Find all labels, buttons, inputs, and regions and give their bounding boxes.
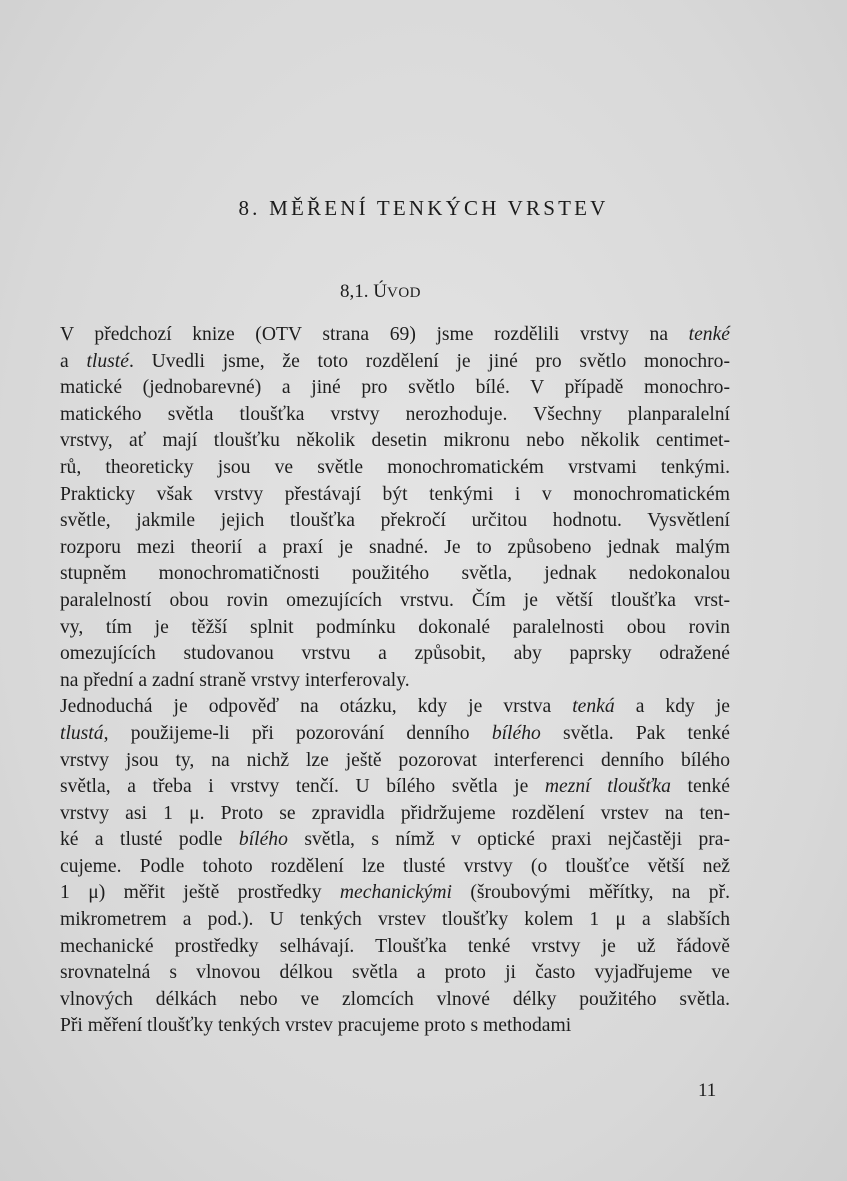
text-line — [60, 668, 730, 695]
text-segment: paralelností obou rovin omezujících vrstvu. Čím je větší tloušťka vrst- — [60, 589, 730, 611]
text-segment: ké a tlusté podle — [60, 829, 239, 851]
chapter-title: 8. MĚŘENÍ TENKÝCH VRSTEV — [238, 196, 609, 220]
section-title-initial: Ú — [373, 281, 387, 302]
text-line — [60, 801, 730, 828]
text-segment: rů, theoreticky jsou ve světle monochromatickém vrstvami tenkými. — [60, 456, 730, 478]
italic-term: tlusté — [86, 350, 129, 372]
text-segment: světle, jakmile jejich tloušťka překročí určitou hodnotu. Vysvětlení — [60, 510, 730, 532]
text-segment: matické (jednobarevné) a jiné pro světlo bílé. V případě monochro- — [60, 377, 730, 399]
text-line — [60, 721, 730, 748]
text-segment: Jednoduchá je odpověď na otázku, kdy je vrstva — [60, 696, 573, 718]
section-title — [340, 281, 421, 303]
text-segment: matického světla tloušťka vrstvy nerozhoduje. Všechny planparalelní — [60, 403, 730, 425]
text-segment: (šroubovými měřítky, na př. — [451, 882, 730, 904]
text-line — [60, 960, 730, 987]
text-line — [60, 615, 730, 642]
text-segment: , použijeme-li při pozorování denního — [103, 722, 492, 744]
paragraph — [60, 322, 730, 694]
text-segment: vrstvy, ať mají tloušťku několik desetin mikronu nebo několik centimet- — [60, 430, 730, 452]
text-line — [60, 880, 730, 907]
section-title-rest: VOD — [386, 285, 421, 301]
italic-term: tenké — [688, 324, 730, 345]
italic-term: tenká — [572, 696, 615, 718]
italic-term: bílého — [491, 722, 541, 744]
text-segment: světla. Pak tenké — [540, 722, 730, 744]
text-line — [60, 322, 730, 349]
text-line — [60, 535, 730, 562]
italic-term: mezní tloušťka — [544, 776, 671, 798]
text-line — [60, 907, 730, 934]
text-segment: a — [60, 350, 87, 372]
text-line — [60, 934, 730, 961]
text-segment: vrstvy asi 1 μ. Proto se zpravidla přidržujeme rozdělení vrstev na ten- — [60, 802, 730, 824]
paragraph — [60, 694, 730, 1040]
text-line — [60, 641, 730, 668]
italic-term: bílého — [238, 829, 288, 851]
text-segment: tenké — [670, 776, 730, 798]
text-line — [60, 854, 730, 881]
text-line — [60, 375, 730, 402]
text-line — [60, 349, 730, 376]
text-line — [60, 748, 730, 775]
section-number: 8,1. — [340, 281, 369, 302]
italic-term: tlustá — [60, 722, 104, 744]
text-segment: Prakticky však vrstvy přestávají být tenkými i v monochromatickém — [60, 483, 730, 505]
text-segment: světla, a třeba i vrstvy tenčí. U bílého světla je — [60, 776, 545, 798]
text-line — [60, 694, 730, 721]
body-text — [60, 322, 730, 1040]
text-segment: Při měření tloušťky tenkých vrstev pracujeme proto s methodami — [60, 1015, 572, 1037]
text-segment: světla, s nímž v optické praxi nejčastěji pra- — [287, 829, 730, 851]
text-line — [60, 482, 730, 509]
text-line — [60, 561, 730, 588]
text-line — [60, 402, 730, 429]
text-segment: rozporu mezi theorií a praxí je snadné. Je to způsobeno jednak malým — [60, 536, 730, 558]
text-line — [60, 827, 730, 854]
text-line — [60, 588, 730, 615]
text-segment: vy, tím je těžší splnit podmínku dokonalé paralelnosti obou rovin — [60, 616, 730, 638]
text-segment: mikrometrem a pod.). U tenkých vrstev tloušťky kolem 1 μ a slabších — [60, 909, 730, 931]
text-segment: vlnových délkách nebo ve zlomcích vlnové délky použitého světla. — [60, 988, 730, 1010]
text-segment: vrstvy jsou ty, na nichž lze ještě pozorovat interferenci denního bílého — [60, 749, 730, 771]
text-segment: 1 μ) měřit ještě prostředky — [60, 882, 340, 904]
italic-term: mechanickými — [339, 882, 452, 904]
text-line — [60, 987, 730, 1014]
text-segment: srovnatelná s vlnovou délkou světla a proto ji často vyjadřujeme ve — [60, 962, 730, 984]
text-line — [60, 455, 730, 482]
text-segment: . Uvedli jsme, že toto rozdělení je jiné pro světlo monochro- — [128, 350, 730, 372]
page-number: 11 — [698, 1080, 717, 1101]
text-segment: V předchozí knize (OTV strana 69) jsme rozdělili vrstvy na — [60, 324, 689, 345]
text-segment: omezujících studovanou vrstvu a způsobit, aby paprsky odražené — [60, 643, 730, 665]
text-segment: cujeme. Podle tohoto rozdělení lze tlusté vrstvy (o tloušťce větší než — [60, 855, 730, 877]
text-segment: a kdy je — [614, 696, 730, 718]
text-line — [60, 774, 730, 801]
text-line — [60, 508, 730, 535]
text-segment: mechanické prostředky selhávají. Tloušťka tenké vrstvy je už řádově — [60, 935, 730, 957]
text-segment: na přední a zadní straně vrstvy interferovaly. — [60, 669, 410, 691]
text-segment: stupněm monochromatičnosti použitého světla, jednak nedokonalou — [60, 563, 730, 585]
text-line — [60, 428, 730, 455]
text-line — [60, 1013, 730, 1040]
